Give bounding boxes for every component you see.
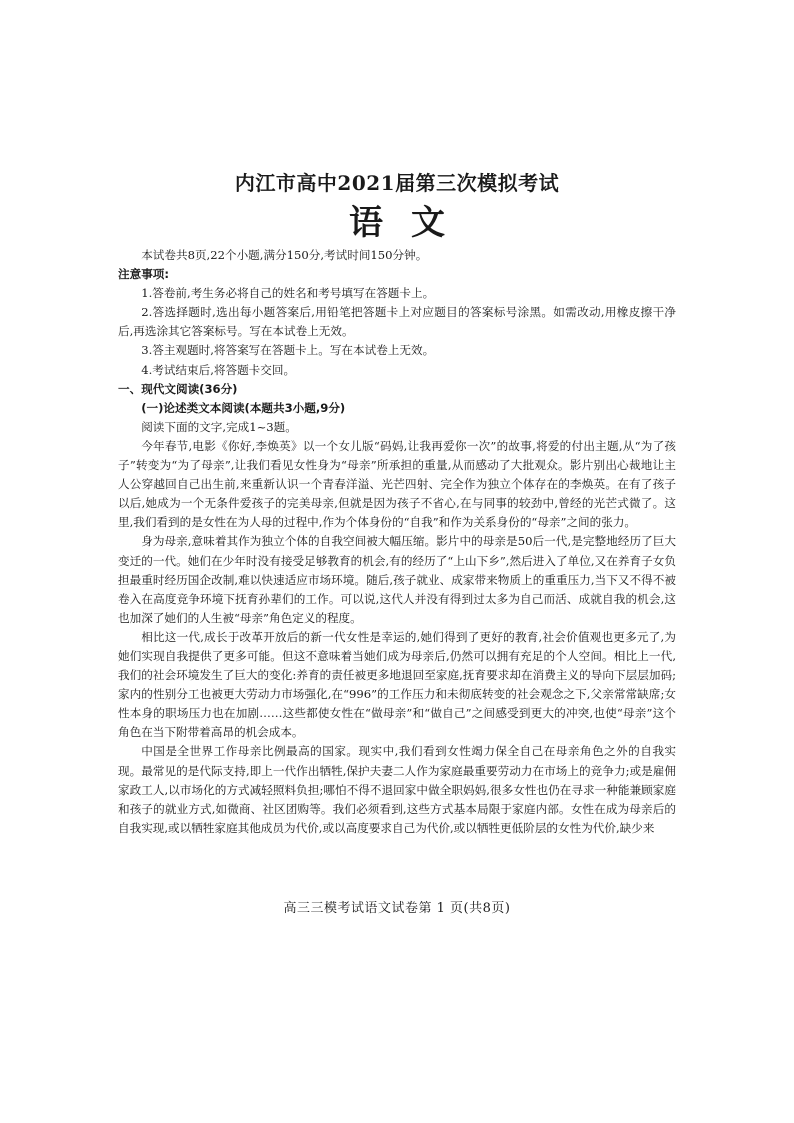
exam-intro: 本试卷共8页,22个小题,满分150分,考试时间150分钟。 xyxy=(141,248,428,262)
reading-instruction: 阅读下面的文字,完成1~3题。 xyxy=(141,419,297,434)
notice-item: 1.答卷前,考生务必将自己的姓名和考号填写在答题卡上。 xyxy=(141,286,435,301)
section-heading: 一、现代文阅读(36分) xyxy=(118,381,238,396)
passage-paragraph: 今年春节,电影《你好,李焕英》以一个女儿版“码妈,让我再爱你一次”的故事,将爱的付出主题,从“为了孩子”转变为“为了母亲”,让我们看见女性身为“母亲”所承担的重量,从而感动了大批观众。影片别出心裁地让主人公穿越回自己出生前,来重新认识一个青春洋溢、光芒四射、完全作为独立个体存在的李焕英。在有了孩子以后,她成为一个无条件爱孩子的完美母亲,但就是因为孩子不省心,在与同事的较劲中,曾经的光芒式微了。这里,我们看到的是女性在为人母的过程中,作为个体身份的“自我”和作为关系身份的“母亲”之间的张力。 xyxy=(118,438,676,530)
subject-title: 语文 xyxy=(349,203,473,243)
passage-paragraph: 身为母亲,意味着其作为独立个体的自我空间被大幅压缩。影片中的母亲是50后一代,是完整地经历了巨大变迁的一代。她们在少年时没有接受足够教育的机会,有的经历了“上山下乡”,然后进入了单位,又在养育子女负担最重时经历国企改制,难以快速适应市场环境。随后,孩子就业、成家带来物质上的重重压力,当下又不得不被卷入在高度竞争环境下抚育孙辈们的工作。可以说,这代人并没有得到过太多为自己而活、成就自我的机会,这也加深了她们的人生被“母亲”角色定义的程度。 xyxy=(118,534,676,625)
notice-heading: 注意事项: xyxy=(118,267,170,282)
exam-page xyxy=(118,168,676,838)
notice-item: 3.答主观题时,将答案写在答题卡上。写在本试卷上无效。 xyxy=(141,343,435,358)
section-subheading: (一)论述类文本阅读(本题共3小题,9分) xyxy=(141,400,346,415)
page-footer: 高三三模考试语文试卷第 1 页(共8页) xyxy=(283,901,511,916)
passage-paragraph: 中国是全世界工作母亲比例最高的国家。现实中,我们看到女性竭力保全自己在母亲角色之外的自我实现。最常见的是代际支持,即上一代作出牺牲,保护夫妻二人作为家庭最重要劳动力在市场上的竞争力;或是雇佣家政工人,以市场化的方式减轻照料负担;哪怕不得不退回家中做全职妈妈,很多女性也仍在寻求一种能兼顾家庭和孩子的就业方式,如微商、社区团购等。我们必须看到,这些方式基本局限于家庭内部。女性在成为母亲后的自我实现,或以牺牲家庭其他成员为代价,或以高度要求自己为代价,或以牺牲更低阶层的女性为代价,缺少来 xyxy=(118,744,676,835)
passage-paragraph: 相比这一代,成长于改革开放后的新一代女性是幸运的,她们得到了更好的教育,社会价值观也更多元了,为她们实现自我提供了更多可能。但这不意味着当她们成为母亲后,仍然可以拥有充足的个人空间。相比上一代,我们的社会环境发生了巨大的变化:养育的责任被更多地退回至家庭,抚育要求却在消费主义的导向下层层加码;家内的性别分工也被更大劳动力市场强化,在“996”的工作压力和未彻底转变的社会观念之下,父亲常常缺席;女性本身的职场压力也在加剧……这些都使女性在“做母亲”和“做自己”之间感受到更大的冲突,也使“母亲”这个角色在当下附带着高昂的机会成本。 xyxy=(118,629,676,740)
exam-title: 内江市高中2021届第三次模拟考试 xyxy=(234,171,560,195)
notice-item: 2.答选择题时,选出每小题答案后,用铅笔把答题卡上对应题目的答案标号涂黑。如需改动,用橡皮擦干净后,再选涂其它答案标号。写在本试卷上无效。 xyxy=(118,305,676,339)
notice-item: 4.考试结束后,将答题卡交回。 xyxy=(141,362,296,377)
